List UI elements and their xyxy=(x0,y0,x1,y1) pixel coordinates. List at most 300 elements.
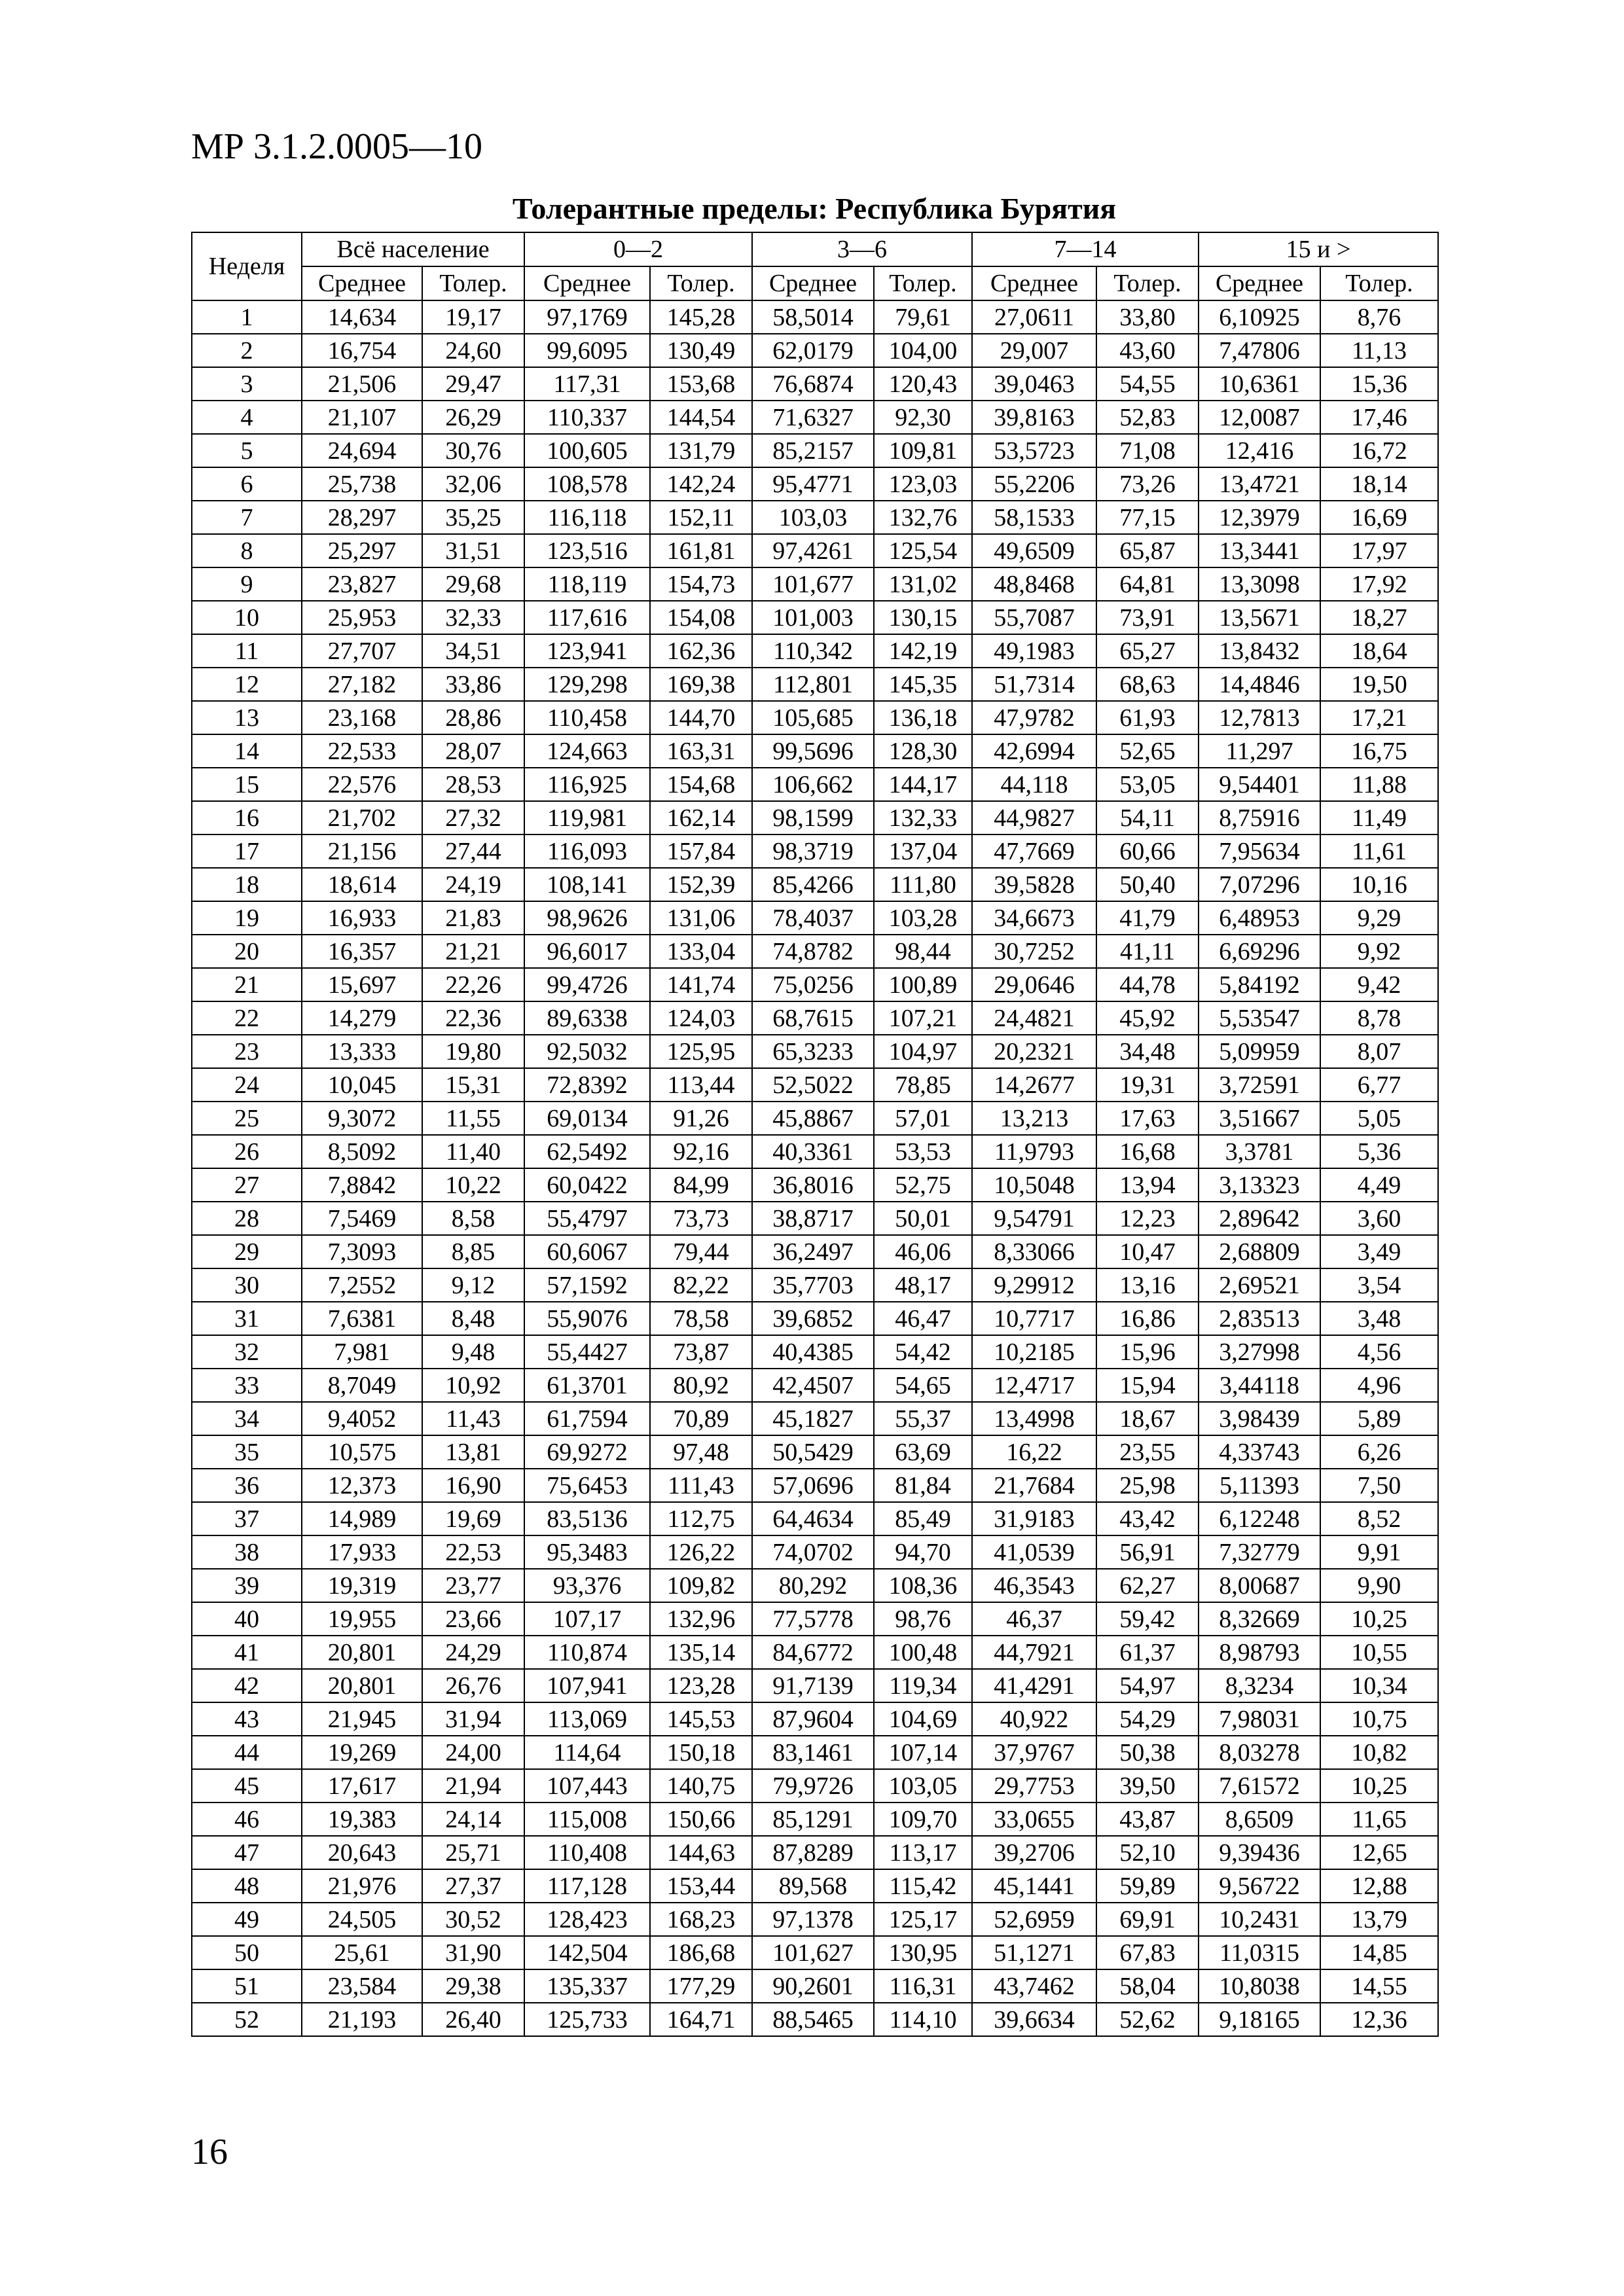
week-cell: 39 xyxy=(192,1569,302,1602)
mean-header: Среднее xyxy=(752,266,874,300)
mean-header: Среднее xyxy=(972,266,1096,300)
age-0-2-tol-cell: 113,44 xyxy=(650,1068,752,1102)
table-row xyxy=(192,2003,1438,2036)
age-3-6-mean-cell: 39,6852 xyxy=(752,1302,874,1335)
age-7-14-mean-cell: 20,2321 xyxy=(972,1035,1096,1068)
age-7-14-tol-cell: 68,63 xyxy=(1096,668,1199,701)
age-15-plus-tol-cell: 11,13 xyxy=(1320,334,1438,367)
age-15-plus-mean-cell: 11,0315 xyxy=(1199,1936,1320,1969)
week-cell: 41 xyxy=(192,1636,302,1669)
table-row xyxy=(192,901,1438,935)
age-7-14-mean-cell: 27,0611 xyxy=(972,300,1096,334)
all-mean-cell: 22,533 xyxy=(302,734,422,768)
age-7-14-mean-cell: 13,213 xyxy=(972,1102,1096,1135)
table-body xyxy=(192,300,1438,2036)
age-3-6-tol-cell: 104,69 xyxy=(874,1702,972,1736)
age-3-6-tol-cell: 57,01 xyxy=(874,1102,972,1135)
all-tol-cell: 11,40 xyxy=(422,1135,524,1168)
age-15-plus-mean-cell: 13,4721 xyxy=(1199,467,1320,501)
age-0-2-mean-cell: 110,874 xyxy=(524,1636,650,1669)
age-15-plus-tol-cell: 18,27 xyxy=(1320,601,1438,634)
age-3-6-tol-cell: 116,31 xyxy=(874,1969,972,2003)
age-3-6-mean-cell: 84,6772 xyxy=(752,1636,874,1669)
week-header: Неделя xyxy=(192,232,302,300)
age-15-plus-tol-cell: 10,25 xyxy=(1320,1769,1438,1803)
age-7-14-mean-cell: 52,6959 xyxy=(972,1903,1096,1936)
age-0-2-tol-cell: 145,53 xyxy=(650,1702,752,1736)
age-0-2-tol-cell: 73,73 xyxy=(650,1202,752,1235)
table-row xyxy=(192,1969,1438,2003)
table-row xyxy=(192,801,1438,834)
age-0-2-mean-cell: 117,31 xyxy=(524,367,650,401)
all-mean-cell: 23,584 xyxy=(302,1969,422,2003)
age-0-2-tol-cell: 126,22 xyxy=(650,1535,752,1569)
age-7-14-mean-cell: 31,9183 xyxy=(972,1502,1096,1535)
age-15-plus-tol-cell: 3,49 xyxy=(1320,1235,1438,1268)
age-7-14-tol-cell: 43,42 xyxy=(1096,1502,1199,1535)
age-3-6-tol-cell: 46,06 xyxy=(874,1235,972,1268)
table-row xyxy=(192,1869,1438,1903)
age-0-2-tol-cell: 154,73 xyxy=(650,567,752,601)
age-15-plus-tol-cell: 13,79 xyxy=(1320,1903,1438,1936)
all-mean-cell: 24,505 xyxy=(302,1903,422,1936)
age-7-14-tol-cell: 10,47 xyxy=(1096,1235,1199,1268)
table-row xyxy=(192,1569,1438,1602)
all-mean-cell: 17,617 xyxy=(302,1769,422,1803)
age-15-plus-tol-cell: 10,16 xyxy=(1320,868,1438,901)
age-3-6-tol-cell: 98,44 xyxy=(874,935,972,968)
age-0-2-mean-cell: 57,1592 xyxy=(524,1268,650,1302)
all-tol-cell: 24,29 xyxy=(422,1636,524,1669)
all-tol-cell: 23,77 xyxy=(422,1569,524,1602)
age-7-14-tol-cell: 61,93 xyxy=(1096,701,1199,734)
age-15-plus-tol-cell: 17,97 xyxy=(1320,534,1438,567)
age-15-plus-tol-cell: 12,65 xyxy=(1320,1836,1438,1869)
all-tol-cell: 29,38 xyxy=(422,1969,524,2003)
age-7-14-tol-cell: 53,05 xyxy=(1096,768,1199,801)
week-cell: 2 xyxy=(192,334,302,367)
age-3-6-tol-cell: 144,17 xyxy=(874,768,972,801)
age-15-plus-tol-cell: 11,88 xyxy=(1320,768,1438,801)
age-3-6-tol-cell: 104,00 xyxy=(874,334,972,367)
all-mean-cell: 14,634 xyxy=(302,300,422,334)
table-row xyxy=(192,334,1438,367)
age-0-2-mean-cell: 116,118 xyxy=(524,501,650,534)
age-15-plus-tol-cell: 7,50 xyxy=(1320,1469,1438,1502)
age-15-plus-mean-cell: 12,0087 xyxy=(1199,401,1320,434)
age-3-6-tol-cell: 79,61 xyxy=(874,300,972,334)
age-0-2-tol-cell: 131,06 xyxy=(650,901,752,935)
age-3-6-tol-cell: 136,18 xyxy=(874,701,972,734)
age-7-14-tol-cell: 60,66 xyxy=(1096,834,1199,868)
age-7-14-mean-cell: 39,2706 xyxy=(972,1836,1096,1869)
table-row xyxy=(192,1769,1438,1803)
table-row xyxy=(192,1268,1438,1302)
table-row xyxy=(192,1836,1438,1869)
age-15-plus-mean-cell: 9,56722 xyxy=(1199,1869,1320,1903)
all-mean-cell: 19,269 xyxy=(302,1736,422,1769)
age-3-6-mean-cell: 99,5696 xyxy=(752,734,874,768)
week-cell: 20 xyxy=(192,935,302,968)
table-row xyxy=(192,701,1438,734)
age-15-plus-tol-cell: 4,49 xyxy=(1320,1168,1438,1202)
age-15-plus-tol-cell: 19,50 xyxy=(1320,668,1438,701)
age-0-2-mean-cell: 115,008 xyxy=(524,1803,650,1836)
age-0-2-mean-cell: 55,4427 xyxy=(524,1335,650,1369)
table-row xyxy=(192,434,1438,467)
age-7-14-mean-cell: 12,4717 xyxy=(972,1369,1096,1402)
age-0-2-mean-cell: 75,6453 xyxy=(524,1469,650,1502)
age-3-6-tol-cell: 107,21 xyxy=(874,1001,972,1035)
age-3-6-tol-cell: 94,70 xyxy=(874,1535,972,1569)
age-0-2-tol-cell: 140,75 xyxy=(650,1769,752,1803)
table-row xyxy=(192,1702,1438,1736)
age-0-2-mean-cell: 60,0422 xyxy=(524,1168,650,1202)
age-15-plus-tol-cell: 11,65 xyxy=(1320,1803,1438,1836)
age-3-6-mean-cell: 78,4037 xyxy=(752,901,874,935)
all-mean-cell: 20,643 xyxy=(302,1836,422,1869)
age-3-6-mean-cell: 35,7703 xyxy=(752,1268,874,1302)
age-3-6-tol-cell: 53,53 xyxy=(874,1135,972,1168)
table-row xyxy=(192,1235,1438,1268)
table-row xyxy=(192,1335,1438,1369)
age-7-14-tol-cell: 12,23 xyxy=(1096,1202,1199,1235)
age-0-2-tol-cell: 82,22 xyxy=(650,1268,752,1302)
all-tol-cell: 9,12 xyxy=(422,1268,524,1302)
age-0-2-tol-cell: 144,54 xyxy=(650,401,752,434)
all-mean-cell: 16,357 xyxy=(302,935,422,968)
age-7-14-tol-cell: 43,60 xyxy=(1096,334,1199,367)
all-tol-cell: 23,66 xyxy=(422,1602,524,1636)
age-0-2-tol-cell: 80,92 xyxy=(650,1369,752,1402)
age-0-2-mean-cell: 118,119 xyxy=(524,567,650,601)
age-3-6-mean-cell: 98,1599 xyxy=(752,801,874,834)
age-15-plus-mean-cell: 3,98439 xyxy=(1199,1402,1320,1435)
table-row xyxy=(192,1469,1438,1502)
group-header-all: Всё население xyxy=(302,232,524,266)
week-cell: 38 xyxy=(192,1535,302,1569)
all-mean-cell: 7,5469 xyxy=(302,1202,422,1235)
all-mean-cell: 20,801 xyxy=(302,1636,422,1669)
age-3-6-tol-cell: 55,37 xyxy=(874,1402,972,1435)
age-3-6-tol-cell: 78,85 xyxy=(874,1068,972,1102)
age-0-2-tol-cell: 130,49 xyxy=(650,334,752,367)
page-number: 16 xyxy=(191,2132,228,2172)
table-row xyxy=(192,868,1438,901)
document-code: МР 3.1.2.0005—10 xyxy=(191,126,482,167)
age-3-6-mean-cell: 90,2601 xyxy=(752,1969,874,2003)
age-3-6-tol-cell: 50,01 xyxy=(874,1202,972,1235)
age-0-2-tol-cell: 112,75 xyxy=(650,1502,752,1535)
week-cell: 48 xyxy=(192,1869,302,1903)
age-7-14-tol-cell: 41,11 xyxy=(1096,935,1199,968)
age-3-6-mean-cell: 88,5465 xyxy=(752,2003,874,2036)
age-0-2-tol-cell: 186,68 xyxy=(650,1936,752,1969)
age-0-2-tol-cell: 125,95 xyxy=(650,1035,752,1068)
age-3-6-mean-cell: 74,0702 xyxy=(752,1535,874,1569)
all-mean-cell: 19,383 xyxy=(302,1803,422,1836)
week-cell: 28 xyxy=(192,1202,302,1235)
age-3-6-tol-cell: 100,48 xyxy=(874,1636,972,1669)
age-7-14-mean-cell: 58,1533 xyxy=(972,501,1096,534)
age-7-14-tol-cell: 25,98 xyxy=(1096,1469,1199,1502)
age-7-14-tol-cell: 15,96 xyxy=(1096,1335,1199,1369)
age-7-14-tol-cell: 52,83 xyxy=(1096,401,1199,434)
age-7-14-mean-cell: 55,2206 xyxy=(972,467,1096,501)
all-tol-cell: 28,53 xyxy=(422,768,524,801)
all-mean-cell: 7,2552 xyxy=(302,1268,422,1302)
table-row xyxy=(192,1602,1438,1636)
week-cell: 37 xyxy=(192,1502,302,1535)
age-3-6-mean-cell: 110,342 xyxy=(752,634,874,668)
week-cell: 9 xyxy=(192,567,302,601)
age-3-6-tol-cell: 132,33 xyxy=(874,801,972,834)
all-tol-cell: 31,51 xyxy=(422,534,524,567)
age-7-14-tol-cell: 13,16 xyxy=(1096,1268,1199,1302)
table-row xyxy=(192,1102,1438,1135)
age-7-14-mean-cell: 49,6509 xyxy=(972,534,1096,567)
age-7-14-mean-cell: 53,5723 xyxy=(972,434,1096,467)
age-3-6-mean-cell: 40,3361 xyxy=(752,1135,874,1168)
age-7-14-tol-cell: 19,31 xyxy=(1096,1068,1199,1102)
table-row xyxy=(192,768,1438,801)
age-3-6-tol-cell: 52,75 xyxy=(874,1168,972,1202)
age-3-6-tol-cell: 113,17 xyxy=(874,1836,972,1869)
age-0-2-tol-cell: 141,74 xyxy=(650,968,752,1001)
age-3-6-mean-cell: 98,3719 xyxy=(752,834,874,868)
age-7-14-mean-cell: 16,22 xyxy=(972,1435,1096,1469)
age-0-2-tol-cell: 154,08 xyxy=(650,601,752,634)
age-0-2-mean-cell: 110,408 xyxy=(524,1836,650,1869)
age-7-14-mean-cell: 51,1271 xyxy=(972,1936,1096,1969)
age-15-plus-tol-cell: 8,78 xyxy=(1320,1001,1438,1035)
age-7-14-tol-cell: 16,68 xyxy=(1096,1135,1199,1168)
age-3-6-mean-cell: 87,8289 xyxy=(752,1836,874,1869)
age-0-2-tol-cell: 135,14 xyxy=(650,1636,752,1669)
week-cell: 49 xyxy=(192,1903,302,1936)
all-tol-cell: 27,44 xyxy=(422,834,524,868)
age-7-14-mean-cell: 48,8468 xyxy=(972,567,1096,601)
table-row xyxy=(192,668,1438,701)
age-3-6-tol-cell: 107,14 xyxy=(874,1736,972,1769)
week-cell: 29 xyxy=(192,1235,302,1268)
age-0-2-tol-cell: 154,68 xyxy=(650,768,752,801)
age-0-2-tol-cell: 161,81 xyxy=(650,534,752,567)
age-0-2-mean-cell: 116,925 xyxy=(524,768,650,801)
age-7-14-mean-cell: 30,7252 xyxy=(972,935,1096,968)
age-15-plus-mean-cell: 11,297 xyxy=(1199,734,1320,768)
all-mean-cell: 18,614 xyxy=(302,868,422,901)
age-3-6-tol-cell: 120,43 xyxy=(874,367,972,401)
age-0-2-mean-cell: 108,141 xyxy=(524,868,650,901)
age-0-2-mean-cell: 96,6017 xyxy=(524,935,650,968)
age-0-2-mean-cell: 69,0134 xyxy=(524,1102,650,1135)
age-0-2-tol-cell: 124,03 xyxy=(650,1001,752,1035)
age-15-plus-mean-cell: 9,39436 xyxy=(1199,1836,1320,1869)
week-cell: 16 xyxy=(192,801,302,834)
age-15-plus-tol-cell: 17,92 xyxy=(1320,567,1438,601)
age-0-2-mean-cell: 117,616 xyxy=(524,601,650,634)
age-7-14-tol-cell: 58,04 xyxy=(1096,1969,1199,2003)
week-cell: 46 xyxy=(192,1803,302,1836)
age-15-plus-tol-cell: 10,75 xyxy=(1320,1702,1438,1736)
all-mean-cell: 9,3072 xyxy=(302,1102,422,1135)
all-mean-cell: 21,193 xyxy=(302,2003,422,2036)
age-3-6-mean-cell: 105,685 xyxy=(752,701,874,734)
week-cell: 40 xyxy=(192,1602,302,1636)
age-0-2-mean-cell: 100,605 xyxy=(524,434,650,467)
age-0-2-tol-cell: 168,23 xyxy=(650,1903,752,1936)
age-3-6-tol-cell: 125,17 xyxy=(874,1903,972,1936)
age-7-14-mean-cell: 24,4821 xyxy=(972,1001,1096,1035)
age-7-14-mean-cell: 8,33066 xyxy=(972,1235,1096,1268)
all-mean-cell: 23,827 xyxy=(302,567,422,601)
week-cell: 42 xyxy=(192,1669,302,1702)
age-3-6-mean-cell: 57,0696 xyxy=(752,1469,874,1502)
all-tol-cell: 26,76 xyxy=(422,1669,524,1702)
week-cell: 1 xyxy=(192,300,302,334)
all-tol-cell: 8,48 xyxy=(422,1302,524,1335)
age-0-2-mean-cell: 124,663 xyxy=(524,734,650,768)
age-3-6-tol-cell: 115,42 xyxy=(874,1869,972,1903)
age-15-plus-tol-cell: 3,48 xyxy=(1320,1302,1438,1335)
age-7-14-tol-cell: 33,80 xyxy=(1096,300,1199,334)
all-tol-cell: 21,94 xyxy=(422,1769,524,1803)
table-row xyxy=(192,1135,1438,1168)
age-15-plus-mean-cell: 8,6509 xyxy=(1199,1803,1320,1836)
all-tol-cell: 24,60 xyxy=(422,334,524,367)
age-3-6-tol-cell: 54,65 xyxy=(874,1369,972,1402)
table-row xyxy=(192,1803,1438,1836)
age-0-2-mean-cell: 97,1769 xyxy=(524,300,650,334)
age-7-14-tol-cell: 52,10 xyxy=(1096,1836,1199,1869)
age-0-2-tol-cell: 150,66 xyxy=(650,1803,752,1836)
week-cell: 30 xyxy=(192,1268,302,1302)
age-0-2-mean-cell: 61,3701 xyxy=(524,1369,650,1402)
week-cell: 4 xyxy=(192,401,302,434)
age-3-6-tol-cell: 123,03 xyxy=(874,467,972,501)
week-cell: 33 xyxy=(192,1369,302,1402)
all-mean-cell: 10,575 xyxy=(302,1435,422,1469)
age-15-plus-mean-cell: 6,48953 xyxy=(1199,901,1320,935)
age-0-2-tol-cell: 91,26 xyxy=(650,1102,752,1135)
age-7-14-mean-cell: 10,2185 xyxy=(972,1335,1096,1369)
age-3-6-mean-cell: 85,2157 xyxy=(752,434,874,467)
age-15-plus-mean-cell: 9,18165 xyxy=(1199,2003,1320,2036)
age-3-6-mean-cell: 45,8867 xyxy=(752,1102,874,1135)
age-7-14-tol-cell: 64,81 xyxy=(1096,567,1199,601)
all-tol-cell: 31,90 xyxy=(422,1936,524,1969)
all-mean-cell: 25,953 xyxy=(302,601,422,634)
age-3-6-mean-cell: 45,1827 xyxy=(752,1402,874,1435)
age-7-14-mean-cell: 29,7753 xyxy=(972,1769,1096,1803)
age-15-plus-tol-cell: 16,72 xyxy=(1320,434,1438,467)
all-tol-cell: 10,22 xyxy=(422,1168,524,1202)
age-0-2-tol-cell: 145,28 xyxy=(650,300,752,334)
age-3-6-mean-cell: 74,8782 xyxy=(752,935,874,968)
tolerance-header: Толер. xyxy=(422,266,524,300)
age-7-14-mean-cell: 47,7669 xyxy=(972,834,1096,868)
age-15-plus-tol-cell: 9,91 xyxy=(1320,1535,1438,1569)
age-0-2-tol-cell: 142,24 xyxy=(650,467,752,501)
all-mean-cell: 7,3093 xyxy=(302,1235,422,1268)
age-0-2-tol-cell: 162,36 xyxy=(650,634,752,668)
age-0-2-tol-cell: 111,43 xyxy=(650,1469,752,1502)
age-15-plus-mean-cell: 5,09959 xyxy=(1199,1035,1320,1068)
age-15-plus-mean-cell: 4,33743 xyxy=(1199,1435,1320,1469)
age-7-14-mean-cell: 44,118 xyxy=(972,768,1096,801)
week-cell: 8 xyxy=(192,534,302,567)
age-3-6-tol-cell: 54,42 xyxy=(874,1335,972,1369)
age-0-2-tol-cell: 153,68 xyxy=(650,367,752,401)
week-cell: 7 xyxy=(192,501,302,534)
age-15-plus-mean-cell: 10,8038 xyxy=(1199,1969,1320,2003)
age-15-plus-mean-cell: 12,3979 xyxy=(1199,501,1320,534)
age-7-14-mean-cell: 29,0646 xyxy=(972,968,1096,1001)
age-15-plus-mean-cell: 8,32669 xyxy=(1199,1602,1320,1636)
age-3-6-tol-cell: 114,10 xyxy=(874,2003,972,2036)
age-0-2-mean-cell: 110,337 xyxy=(524,401,650,434)
age-3-6-mean-cell: 50,5429 xyxy=(752,1435,874,1469)
age-0-2-tol-cell: 150,18 xyxy=(650,1736,752,1769)
all-mean-cell: 7,981 xyxy=(302,1335,422,1369)
table-row xyxy=(192,1736,1438,1769)
table-row xyxy=(192,501,1438,534)
tolerance-header: Толер. xyxy=(874,266,972,300)
age-7-14-mean-cell: 47,9782 xyxy=(972,701,1096,734)
all-mean-cell: 7,8842 xyxy=(302,1168,422,1202)
all-tol-cell: 19,17 xyxy=(422,300,524,334)
all-mean-cell: 19,319 xyxy=(302,1569,422,1602)
age-0-2-mean-cell: 62,5492 xyxy=(524,1135,650,1168)
age-15-plus-mean-cell: 5,84192 xyxy=(1199,968,1320,1001)
age-0-2-mean-cell: 116,093 xyxy=(524,834,650,868)
age-15-plus-mean-cell: 3,13323 xyxy=(1199,1168,1320,1202)
age-0-2-mean-cell: 123,516 xyxy=(524,534,650,567)
age-0-2-mean-cell: 98,9626 xyxy=(524,901,650,935)
age-3-6-tol-cell: 98,76 xyxy=(874,1602,972,1636)
mean-header: Среднее xyxy=(302,266,422,300)
table-row xyxy=(192,534,1438,567)
age-15-plus-mean-cell: 5,53547 xyxy=(1199,1001,1320,1035)
age-0-2-mean-cell: 61,7594 xyxy=(524,1402,650,1435)
table-title: Толерантные пределы: Республика Бурятия xyxy=(512,192,1117,225)
group-header-0-2: 0—2 xyxy=(524,232,752,266)
age-15-plus-mean-cell: 7,07296 xyxy=(1199,868,1320,901)
age-7-14-mean-cell: 46,37 xyxy=(972,1602,1096,1636)
age-3-6-mean-cell: 101,003 xyxy=(752,601,874,634)
week-cell: 5 xyxy=(192,434,302,467)
age-0-2-mean-cell: 123,941 xyxy=(524,634,650,668)
week-cell: 11 xyxy=(192,634,302,668)
age-0-2-mean-cell: 92,5032 xyxy=(524,1035,650,1068)
age-0-2-tol-cell: 169,38 xyxy=(650,668,752,701)
all-mean-cell: 13,333 xyxy=(302,1035,422,1068)
age-15-plus-tol-cell: 11,61 xyxy=(1320,834,1438,868)
age-3-6-mean-cell: 85,4266 xyxy=(752,868,874,901)
age-7-14-tol-cell: 54,97 xyxy=(1096,1669,1199,1702)
week-cell: 22 xyxy=(192,1001,302,1035)
table-row xyxy=(192,734,1438,768)
age-0-2-tol-cell: 123,28 xyxy=(650,1669,752,1702)
age-3-6-tol-cell: 103,05 xyxy=(874,1769,972,1803)
age-7-14-tol-cell: 77,15 xyxy=(1096,501,1199,534)
age-0-2-tol-cell: 157,84 xyxy=(650,834,752,868)
all-tol-cell: 30,76 xyxy=(422,434,524,467)
table-row xyxy=(192,834,1438,868)
table-row xyxy=(192,1202,1438,1235)
tolerance-header: Толер. xyxy=(1096,266,1199,300)
